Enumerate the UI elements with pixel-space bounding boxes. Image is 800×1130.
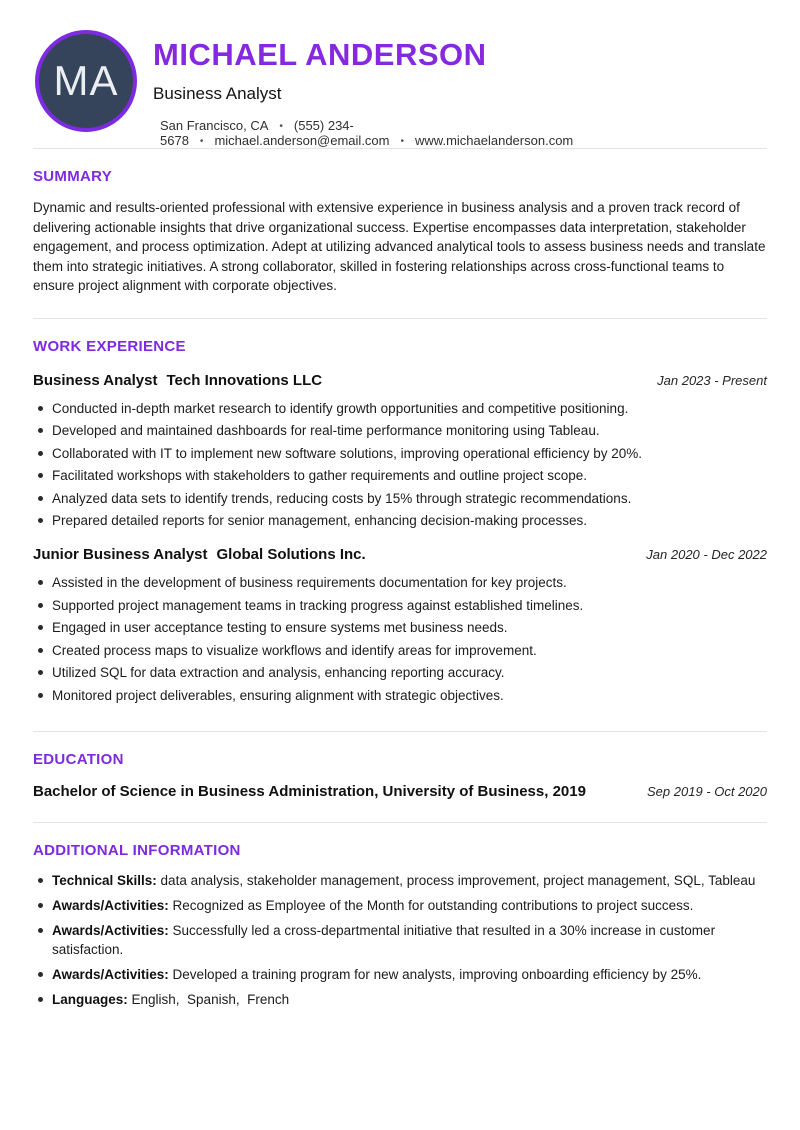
info-item-text: Developed a training program for new analysts, improving onboarding efficiency by 25%. <box>168 967 702 982</box>
info-item-text: data analysis, stakeholder management, process improvement, project management, SQL, Tableau <box>156 873 756 888</box>
education-dates: Sep 2019 - Oct 2020 <box>647 784 767 799</box>
job-bullet: Utilized SQL for data extraction and analysis, enhancing reporting accuracy. <box>33 664 767 681</box>
contact-phone: (555) 234-5678 <box>160 118 354 148</box>
summary-text: Dynamic and results-oriented professional with extensive experience in business analysis and a proven track record of delivering actionable insights that drive organizational success. Expertise encompasses data interpretation, stakeholder engagement, and process optimization. Adept at utilizing advanced analytical tools to assess business needs and translate them into strategic initiatives. A strong collaborator, skilled in fostering relationships across cross-functional teams to ensure project alignment with corporate objectives. <box>33 200 766 293</box>
contact-website: www.michaelanderson.com <box>415 133 574 148</box>
job-bullet-list <box>33 574 767 704</box>
info-item-text: English, Spanish, French <box>127 992 290 1007</box>
education-heading: EDUCATION <box>33 751 124 768</box>
info-item-label: Awards/Activities: <box>52 898 169 913</box>
additional-info-list <box>33 871 767 1009</box>
additional-info-item <box>33 990 767 1009</box>
additional-info-item <box>33 921 767 959</box>
resume-header <box>33 30 767 148</box>
additional-info-item <box>33 965 767 984</box>
summary-heading: SUMMARY <box>33 168 113 185</box>
job-title-line <box>33 372 322 390</box>
additional-info-heading: ADDITIONAL INFORMATION <box>33 842 241 859</box>
job-bullet: Collaborated with IT to implement new software solutions, improving operational efficiency by 20%. <box>33 445 767 462</box>
job-bullet: Facilitated workshops with stakeholders to gather requirements and outline project scope. <box>33 467 767 484</box>
job-bullet: Monitored project deliverables, ensuring alignment with strategic objectives. <box>33 687 767 704</box>
separator-dot: • <box>279 121 283 132</box>
job-dates: Jan 2023 - Present <box>657 372 767 388</box>
job-dates: Jan 2020 - Dec 2022 <box>646 547 767 562</box>
info-item-label: Languages: <box>52 992 128 1007</box>
summary-section <box>33 149 767 318</box>
info-item-text: Recognized as Employee of the Month for outstanding contributions to project success. <box>168 898 694 913</box>
additional-info-item <box>33 896 767 915</box>
work-experience-heading: WORK EXPERIENCE <box>33 337 186 355</box>
info-item-label: Awards/Activities: <box>52 923 169 938</box>
separator-dot: • <box>400 136 405 147</box>
avatar <box>35 30 137 132</box>
job-bullet: Supported project management teams in tracking progress against established timelines. <box>33 597 767 614</box>
job-entry <box>33 546 767 704</box>
info-item-label: Technical Skills: <box>52 873 157 888</box>
job-bullet: Created process maps to visualize workflows and identify areas for improvement. <box>33 642 767 659</box>
job-bullet: Engaged in user acceptance testing to ensure systems met business needs. <box>33 619 767 636</box>
job-company: Tech Innovations LLC <box>166 371 323 389</box>
info-item-label: Awards/Activities: <box>52 967 169 982</box>
job-header <box>33 546 767 564</box>
job-title-line <box>33 546 366 564</box>
job-bullet: Conducted in-depth market research to identify growth opportunities and competitive positioning. <box>33 400 767 417</box>
job-entry <box>33 372 767 530</box>
job-bullet-list <box>33 400 767 530</box>
info-item-text: Successfully led a cross-departmental initiative that resulted in a 30% increase in customer satisfaction. <box>52 923 719 957</box>
job-position: Business Analyst <box>33 371 158 389</box>
separator-dot: • <box>199 136 204 147</box>
contact-row <box>153 118 767 148</box>
job-bullet: Developed and maintained dashboards for real-time performance monitoring using Tableau. <box>33 422 767 439</box>
job-company: Global Solutions Inc. <box>216 546 366 563</box>
candidate-name: MICHAEL ANDERSON <box>153 37 487 72</box>
job-bullet: Prepared detailed reports for senior management, enhancing decision-making processes. <box>33 512 767 529</box>
job-position: Junior Business Analyst <box>33 546 208 563</box>
work-experience-section <box>33 319 767 732</box>
contact-email: michael.anderson@email.com <box>214 133 390 148</box>
job-bullet: Assisted in the development of business requirements documentation for key projects. <box>33 574 767 591</box>
additional-info-item <box>33 871 767 890</box>
job-header <box>33 372 767 390</box>
education-entry <box>33 783 767 800</box>
job-bullet: Analyzed data sets to identify trends, reducing costs by 15% through strategic recommendations. <box>33 490 767 507</box>
contact-location: San Francisco, CA <box>160 118 269 133</box>
candidate-job-title: Business Analyst <box>153 84 282 103</box>
avatar-initials: MA <box>53 57 119 104</box>
header-text <box>137 30 767 148</box>
education-section <box>33 732 767 822</box>
additional-info-section <box>33 823 767 1037</box>
education-degree: Bachelor of Science in Business Administration, University of Business, 2019 <box>33 783 586 800</box>
